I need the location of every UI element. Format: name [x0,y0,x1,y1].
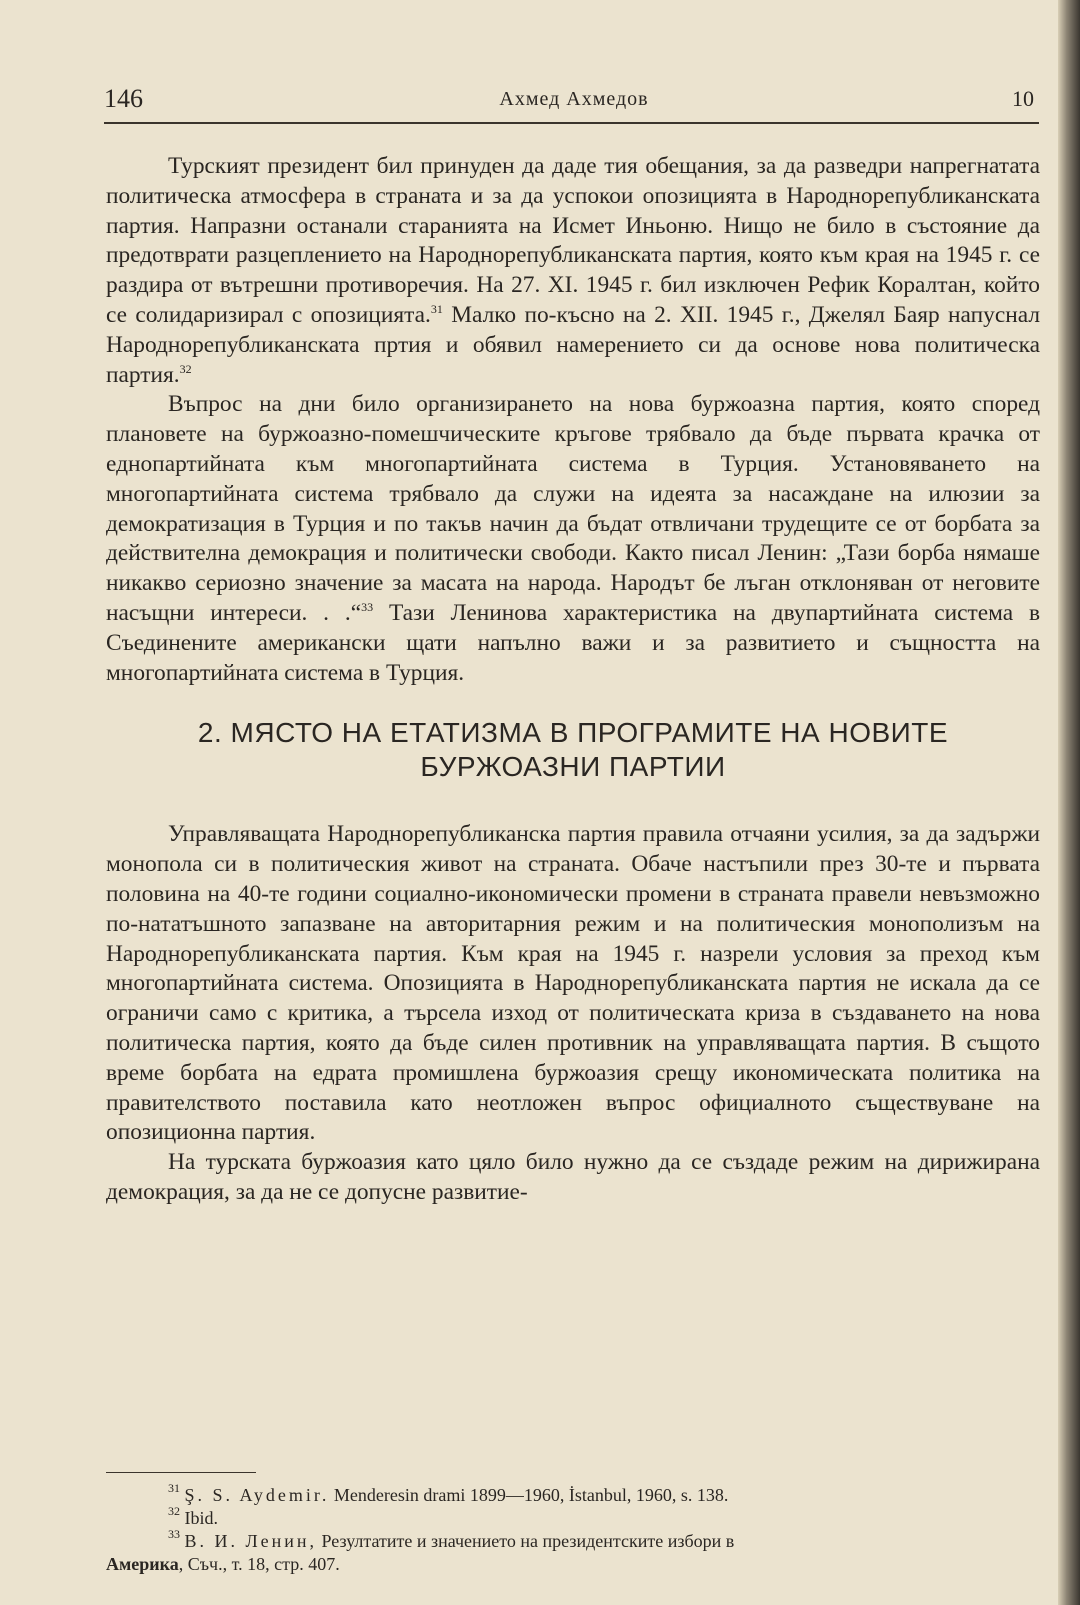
header-divider [104,122,1039,124]
paragraph-2-text-b: Тази Ленинова характеристика на двупартийната система в Съединените американски щати напълно важи и за развитието и същността на многопартийната система в Турция. [106,599,1041,686]
footnote-31-text: Menderesin drami 1899—1960, İstanbul, 1960, s. 138. [329,1485,729,1505]
page-header [104,78,1044,118]
footnote-33-continuation [106,1553,1040,1576]
footnote-33-text: Резултатите и значението на президентските избори в [316,1531,735,1551]
footnote-33 [106,1527,1040,1553]
footnotes [106,1481,1040,1576]
book-spine-shadow [1058,0,1080,1605]
page-number: 146 [104,84,143,113]
footnote-33-bold-word: Америка [106,1554,179,1574]
footnote-31-author: Ş. S. Aydemir. [184,1485,330,1505]
footnote-33-number: 33 [168,1527,180,1541]
paragraph-3: Управляващата Народнорепубликанска партия правила отчаяни усилия, за да задържи монопола си в политическия живот на страната. Обаче настъпили през 30-те и първата половина на 40-те години социално-икономически промени в страната правели невъзможно по-нататъшното запазване на авторитарния режим и на политическия монополизъм на Народнорепубликанската партия. Към края на 1945 г. назрели условия за преход към многопартийната система. Опозицията в Народнорепубликанската партия не искала да се ограничи само с критика, а търсела изход от политическата криза в създаването на нова политическа партия, която да бъде силен противник на управляващата партия. В същото време борбата на едрата промишлена буржоазия срещу икономическата политика на правителството поставила като неотложен въпрос официалното съществуване на опозиционна партия. [106,821,1040,1146]
paragraph-1-text-b: Малко по-късно на 2. XII. 1945 г., Джелял Баяр напуснал Народнорепубликанската пртия и обявил намерението си да основе нова политическа партия. [106,301,1040,388]
footnote-31-number: 31 [168,1481,180,1495]
paragraph-2 [106,390,1040,688]
footnote-32 [106,1504,1040,1530]
body-text [106,152,1040,1208]
section-heading: 2. МЯСТО НА ЕТАТИЗМА В ПРОГРАМИТЕ НА НОВИТЕ БУРЖОАЗНИ ПАРТИИ [197,717,949,783]
footnote-33-cont-text: , Съч., т. 18, стр. 407. [178,1554,340,1574]
paragraph-1-text: Турският президент бил принуден да даде тия обещания, за да разведри напрегнатата политическа атмосфера в страната и за да успокои опозицията в Народнорепубликанската партия. Напразни останали старанията на Исмет Иньоню. Нищо не било в състояние да предотврати разцеплението на Народнорепубликанската партия, която към края на 1945 г. се раздира от вътрешни противоречия. На 27. XI. 1945 г. бил изключен Рефик Коралтан, който се солидаризирал с опозицията. [106,153,1040,328]
footnote-32-number: 32 [168,1504,180,1518]
footnote-33-author: В. И. Ленин, [184,1531,317,1551]
footnote-32-text: Ibid. [184,1508,218,1528]
paragraph-2-text: Въпрос на дни било организирането на нова буржоазна партия, която според плановете на буржоазно-помешчическите кръгове трябвало да бъде първата крачка от еднопартийната към многопартийната система в Турция. Установяването на многопартийната система трябвало да служи на идеята за насаждане на илюзии за демократизация в Турция и по такъв начин да бъдат отвличани трудещите се от борбата за действителна демокрация и политически свободи. Както писал Ленин: „Тази борба нямаше никакво сериозно значение за масата на народа. Народът бе лъган отклоняван от неговите насъщни интереси. . .“ [106,391,1040,626]
footnote-divider [106,1472,256,1473]
running-title: Ахмед Ахмедов [499,88,649,110]
footnote-ref-32[interactable]: 32 [179,361,192,376]
paragraph-4: На турската буржоазия като цяло било нужно да се създаде режим на дирижирана демокрация, за да не се допусне развитие- [106,1149,1040,1205]
paragraph-1 [106,152,1040,390]
footnote-31 [106,1481,1040,1507]
section-number: 10 [1012,86,1034,111]
footnote-ref-31[interactable]: 31 [430,301,443,316]
footnote-ref-33[interactable]: 33 [361,599,374,614]
